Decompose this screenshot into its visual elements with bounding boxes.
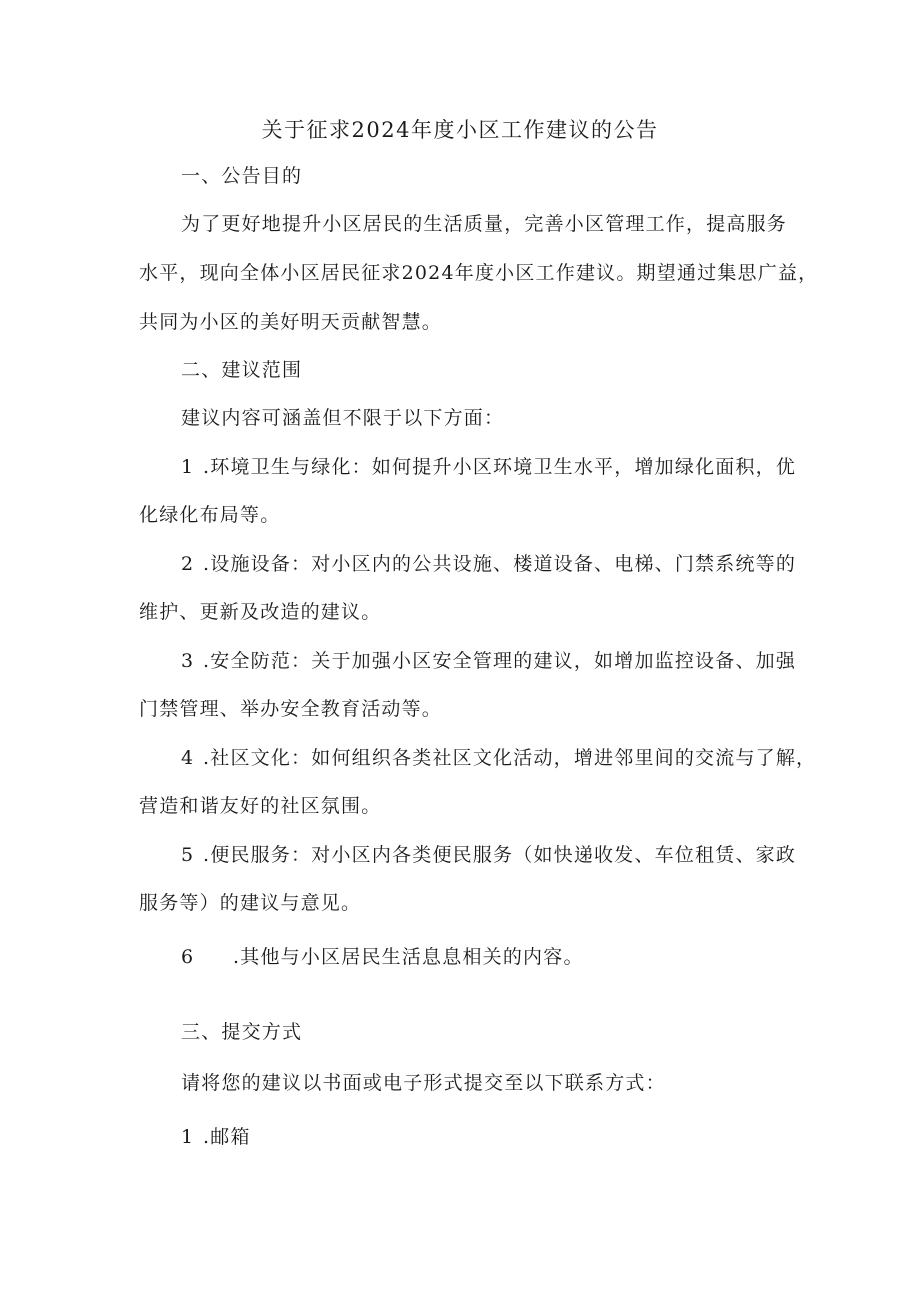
list-item-number: 1	[181, 456, 195, 478]
list-item-number: 5	[181, 844, 195, 866]
document-title: 关于征求2024年度小区工作建议的公告	[261, 118, 659, 142]
section-intro: 建议内容可涵盖但不限于以下方面：	[181, 407, 505, 429]
paragraph-line: 共同为小区的美好明天贡献智慧。	[139, 311, 443, 333]
list-item	[181, 843, 797, 867]
list-item-text: .邮箱	[203, 1126, 251, 1148]
section-heading-purpose: 一、公告目的	[181, 165, 303, 187]
list-item-text: .其他与小区居民生活息息相关的内容。	[233, 946, 584, 968]
section-heading-submission: 三、提交方式	[181, 1021, 303, 1043]
list-item	[181, 552, 797, 576]
list-item-continuation: 化绿化布局等。	[139, 504, 281, 526]
list-item-continuation: 服务等）的建议与意见。	[139, 892, 362, 914]
paragraph-line: 水平，现向全体小区居民征求2024年度小区工作建议。期望通过集思广益，	[139, 262, 819, 284]
list-item	[181, 649, 797, 673]
list-item-text: .安全防范：关于加强小区安全管理的建议，如增加监控设备、加强	[203, 650, 797, 672]
list-item-number: 4	[181, 747, 195, 769]
list-item-continuation: 维护、更新及改造的建议。	[139, 601, 382, 623]
section-intro: 请将您的建议以书面或电子形式提交至以下联系方式：	[181, 1072, 666, 1094]
list-item-number: 3	[181, 650, 195, 672]
list-item-number: 6	[181, 946, 195, 968]
list-item	[181, 945, 584, 969]
list-item	[181, 455, 797, 479]
list-item-text: .便民服务：对小区内各类便民服务（如快递收发、车位租赁、家政	[203, 844, 797, 866]
list-item	[181, 1125, 251, 1149]
list-item	[181, 746, 817, 770]
list-item-text: .社区文化：如何组织各类社区文化活动，增进邻里间的交流与了解，	[203, 747, 817, 769]
list-item-number: 2	[181, 553, 195, 575]
paragraph-line: 为了更好地提升小区居民的生活质量，完善小区管理工作，提高服务	[181, 213, 788, 235]
list-item-continuation: 门禁管理、举办安全教育活动等。	[139, 698, 443, 720]
list-item-text: .设施设备：对小区内的公共设施、楼道设备、电梯、门禁系统等的	[203, 553, 797, 575]
section-heading-scope: 二、建议范围	[181, 359, 303, 381]
list-item-continuation: 营造和谐友好的社区氛围。	[139, 795, 382, 817]
list-item-text: .环境卫生与绿化：如何提升小区环境卫生水平，增加绿化面积，优	[203, 456, 797, 478]
list-item-number: 1	[181, 1126, 195, 1148]
